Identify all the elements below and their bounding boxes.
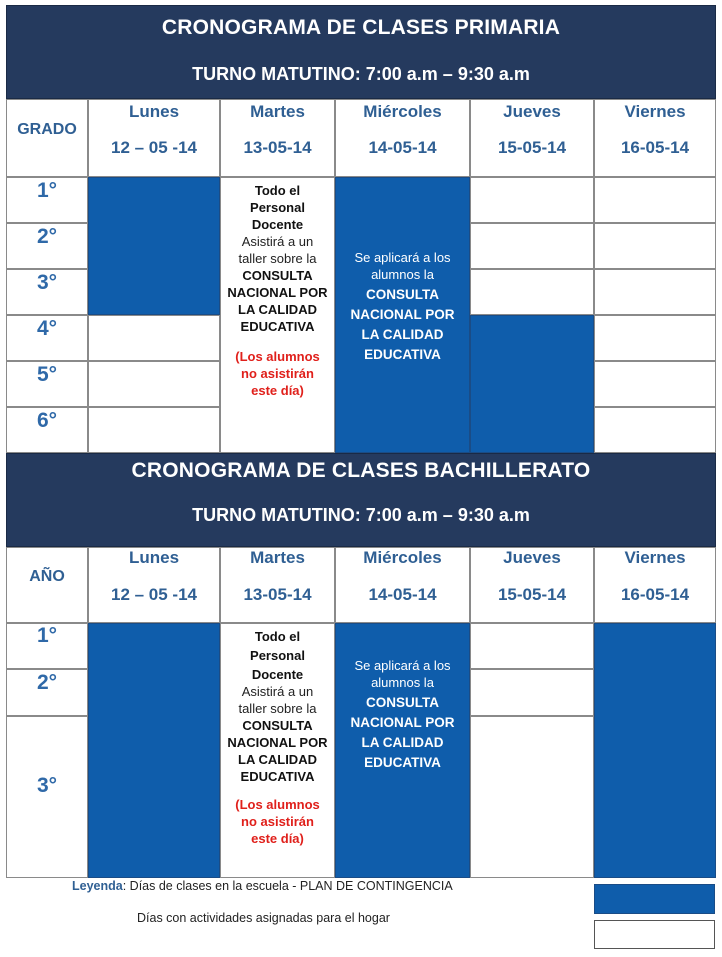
primaria-martes-note: [220, 177, 335, 453]
note-line: Se aplicará a los: [354, 658, 451, 673]
day-date: 14-05-14: [368, 138, 437, 157]
bachillerato-jueves-cell-1: [470, 623, 594, 669]
primaria-grade-6: [6, 407, 88, 453]
primaria-lunes-cell-4: [88, 315, 220, 361]
day-date: 12 – 05 -14: [110, 138, 197, 157]
note-line: EDUCATIVA: [240, 769, 315, 784]
bachillerato-year-2: [6, 669, 88, 716]
grade-label: 1°: [36, 179, 58, 202]
grade-label: 4°: [36, 317, 58, 340]
primaria-jueves-cell-2: [470, 223, 594, 269]
primaria-lunes-cell-6: [88, 407, 220, 453]
note-line: Todo el: [254, 183, 301, 198]
note-line: LA CALIDAD: [361, 327, 444, 342]
note-line: Docente: [251, 667, 304, 682]
primaria-grade-header: [6, 99, 88, 177]
note-line: EDUCATIVA: [240, 319, 315, 334]
day-name: Miércoles: [363, 102, 442, 121]
day-name: Lunes: [128, 548, 180, 567]
day-name: Viernes: [624, 548, 686, 567]
primaria-lunes-school-block: [88, 177, 220, 315]
bachillerato-day-viernes: [594, 547, 716, 623]
note-line: taller sobre la: [238, 251, 317, 266]
primaria-miercoles-note: [335, 177, 470, 453]
primaria-jueves-school-block: [470, 315, 594, 453]
note-line: alumnos la: [371, 267, 434, 282]
day-name: Martes: [250, 548, 305, 567]
note-line: NACIONAL POR: [350, 715, 455, 730]
day-name: Jueves: [503, 548, 561, 567]
primaria-grade-2: [6, 223, 88, 269]
note-line: CONSULTA: [366, 695, 439, 710]
legend-item-home: [137, 911, 557, 925]
note-line-red: (Los alumnos: [235, 349, 320, 364]
bachillerato-day-martes: [220, 547, 335, 623]
bachillerato-year-3: [6, 716, 88, 878]
day-date: 15-05-14: [497, 585, 567, 604]
legend-swatch-school: [594, 884, 715, 914]
note-line: Asistirá a un: [241, 684, 314, 699]
primaria-viernes-cell-6: [594, 407, 716, 453]
note-line: CONSULTA: [242, 718, 313, 733]
legend-text-school: : Días de clases en la escuela - PLAN DE CONTINGENCIA: [122, 879, 453, 893]
primaria-header: [6, 5, 716, 99]
ano-label: AÑO: [29, 568, 65, 585]
note-line: Se aplicará a los: [354, 250, 451, 265]
note-line: CONSULTA: [242, 268, 313, 283]
primaria-day-martes: [220, 99, 335, 177]
grade-label: 3°: [36, 271, 58, 294]
note-line: EDUCATIVA: [364, 755, 441, 770]
note-line: NACIONAL POR: [227, 735, 328, 750]
legend-label: Leyenda: [72, 879, 123, 893]
note-line: LA CALIDAD: [361, 735, 444, 750]
bachillerato-year-header: [6, 547, 88, 623]
primaria-day-viernes: [594, 99, 716, 177]
primaria-grade-4: [6, 315, 88, 361]
bachillerato-day-lunes: [88, 547, 220, 623]
note-line: NACIONAL POR: [350, 307, 455, 322]
primaria-grade-3: [6, 269, 88, 315]
bachillerato-viernes-school-block: [594, 623, 716, 878]
year-label: 2°: [36, 671, 58, 694]
bachillerato-martes-note: [220, 623, 335, 878]
note-line: NACIONAL POR: [227, 285, 328, 300]
note-line: Todo el: [254, 629, 301, 644]
primaria-viernes-cell-4: [594, 315, 716, 361]
bachillerato-lunes-school-block: [88, 623, 220, 878]
primaria-day-miercoles: [335, 99, 470, 177]
day-date: 16-05-14: [620, 138, 690, 157]
primaria-title: CRONOGRAMA DE CLASES PRIMARIA: [161, 16, 561, 39]
grade-label: 2°: [36, 225, 58, 248]
legend-swatch-home: [594, 920, 715, 949]
primaria-grade-1: [6, 177, 88, 223]
note-line: Docente: [251, 217, 304, 232]
note-line: Personal: [250, 648, 305, 663]
grade-label: 5°: [36, 363, 58, 386]
bachillerato-jueves-cell-3: [470, 716, 594, 878]
legend-text-home: Días con actividades asignadas para el hogar: [137, 911, 390, 925]
primaria-grade-5: [6, 361, 88, 407]
bachillerato-miercoles-note: [335, 623, 470, 878]
primaria-viernes-cell-3: [594, 269, 716, 315]
day-date: 13-05-14: [243, 585, 312, 604]
primaria-subtitle: TURNO MATUTINO: 7:00 a.m – 9:30 a.m: [192, 64, 530, 84]
note-line-red: (Los alumnos: [235, 797, 320, 812]
bachillerato-header: [6, 453, 716, 547]
note-line-red: este día): [251, 383, 304, 398]
primaria-lunes-cell-5: [88, 361, 220, 407]
note-line: LA CALIDAD: [238, 302, 317, 317]
primaria-jueves-cell-3: [470, 269, 594, 315]
note-line-red: no asistirán: [241, 366, 314, 381]
bachillerato-day-jueves: [470, 547, 594, 623]
note-line: taller sobre la: [238, 701, 317, 716]
primaria-viernes-cell-1: [594, 177, 716, 223]
day-date: 13-05-14: [243, 138, 312, 157]
day-date: 14-05-14: [368, 585, 437, 604]
year-label: 1°: [36, 624, 58, 647]
note-line: Asistirá a un: [241, 234, 314, 249]
primaria-jueves-cell-1: [470, 177, 594, 223]
grade-label: 6°: [36, 409, 58, 432]
day-name: Martes: [250, 102, 305, 121]
day-date: 15-05-14: [497, 138, 567, 157]
primaria-viernes-cell-5: [594, 361, 716, 407]
note-line-red: este día): [251, 831, 304, 846]
day-name: Lunes: [128, 102, 180, 121]
note-line: Personal: [250, 200, 305, 215]
day-name: Jueves: [503, 102, 561, 121]
note-line: alumnos la: [371, 675, 434, 690]
bachillerato-jueves-cell-2: [470, 669, 594, 716]
primaria-day-lunes: [88, 99, 220, 177]
day-date: 12 – 05 -14: [110, 585, 197, 604]
bachillerato-day-miercoles: [335, 547, 470, 623]
note-line-red: no asistirán: [241, 814, 314, 829]
bachillerato-title: CRONOGRAMA DE CLASES BACHILLERATO: [131, 459, 591, 482]
day-name: Viernes: [624, 102, 686, 121]
bachillerato-year-1: [6, 623, 88, 669]
note-line: EDUCATIVA: [364, 347, 441, 362]
primaria-day-jueves: [470, 99, 594, 177]
day-name: Miércoles: [363, 548, 442, 567]
year-label: 3°: [36, 774, 58, 797]
grado-label: GRADO: [17, 121, 77, 138]
primaria-viernes-cell-2: [594, 223, 716, 269]
note-line: CONSULTA: [366, 287, 439, 302]
bachillerato-subtitle: TURNO MATUTINO: 7:00 a.m – 9:30 a.m: [192, 505, 530, 525]
note-line: LA CALIDAD: [238, 752, 317, 767]
day-date: 16-05-14: [620, 585, 690, 604]
legend-item-school: [72, 879, 572, 893]
